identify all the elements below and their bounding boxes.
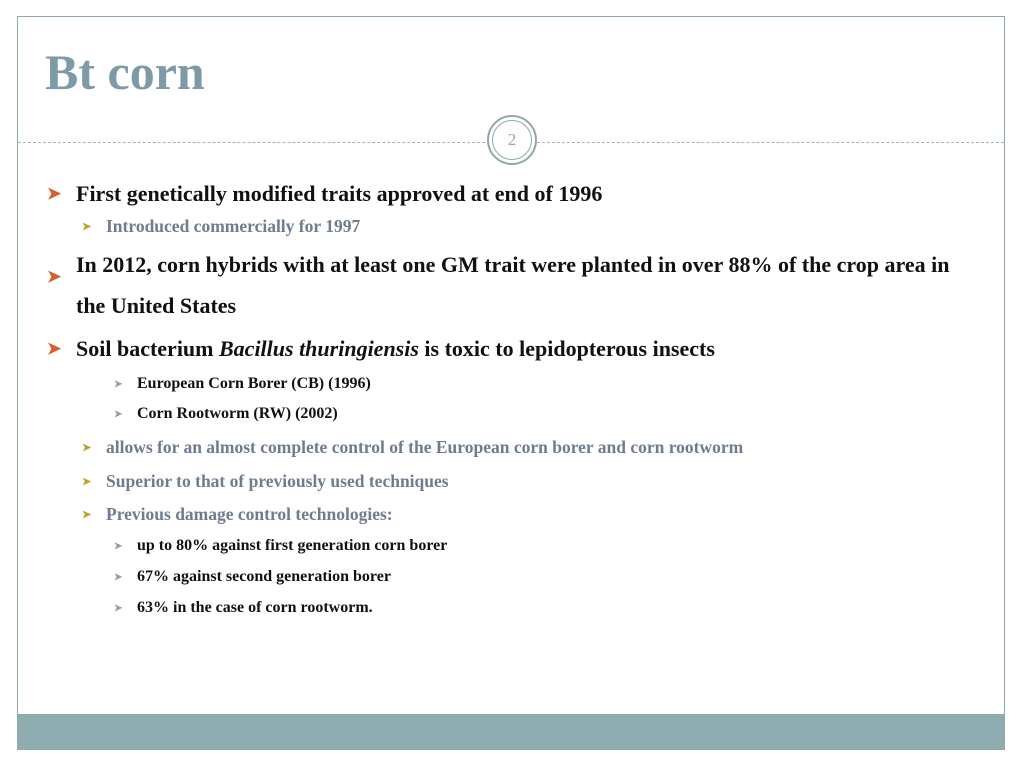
arrow-bullet-icon: ➤ [114, 603, 123, 614]
bullet-text: 67% against second generation borer [137, 568, 391, 585]
bullet-item [114, 537, 448, 555]
bullet-item [47, 336, 715, 362]
slide [17, 16, 1005, 750]
bullet-text: Previous damage control technologies: [106, 504, 393, 524]
bullet-item [82, 437, 744, 458]
bullet-text: 63% in the case of corn rootworm. [137, 599, 373, 616]
bullet-item [114, 405, 338, 423]
bullet-text: In 2012, corn hybrids with at least one GM trait were planted in over 88% of the crop area in the United States [76, 252, 950, 318]
bullet-item [82, 471, 449, 492]
bullet-text: up to 80% against first generation corn borer [137, 537, 448, 554]
bullet-text: Corn Rootworm (RW) (2002) [137, 405, 338, 422]
arrow-bullet-icon: ➤ [82, 509, 92, 521]
arrow-bullet-icon: ➤ [114, 409, 123, 420]
arrow-bullet-icon: ➤ [82, 221, 92, 233]
bullet-item [114, 599, 373, 617]
arrow-bullet-icon: ➤ [82, 476, 92, 488]
arrow-bullet-icon: ➤ [47, 267, 62, 286]
arrow-bullet-icon: ➤ [82, 442, 92, 454]
bullet-item [114, 568, 391, 586]
arrow-bullet-icon: ➤ [114, 541, 123, 552]
bullet-text: Superior to that of previously used techniques [106, 471, 449, 491]
arrow-bullet-icon: ➤ [114, 379, 123, 390]
bullet-text: European Corn Borer (CB) (1996) [137, 375, 371, 392]
arrow-bullet-icon: ➤ [47, 184, 62, 203]
bullet-item [82, 216, 361, 237]
bullet-item [47, 181, 603, 207]
species-name: Bacillus thuringiensis [219, 336, 419, 361]
bullet-text: First genetically modified traits approved at end of 1996 [76, 181, 603, 206]
bullet-text-prefix: Soil bacterium [76, 336, 219, 361]
bullet-item [114, 375, 371, 393]
slide-title: Bt corn [45, 44, 205, 100]
footer-bar [18, 714, 1004, 749]
bullet-item [47, 244, 976, 326]
arrow-bullet-icon: ➤ [114, 572, 123, 583]
page-number-badge [487, 115, 537, 165]
page-number: 2 [492, 120, 532, 160]
bullet-text: allows for an almost complete control of the European corn borer and corn rootworm [106, 437, 744, 457]
bullet-text: Introduced commercially for 1997 [106, 216, 361, 236]
bullet-item [82, 504, 393, 525]
bullet-text-suffix: is toxic to lepidopterous insects [418, 336, 715, 361]
arrow-bullet-icon: ➤ [47, 339, 62, 358]
